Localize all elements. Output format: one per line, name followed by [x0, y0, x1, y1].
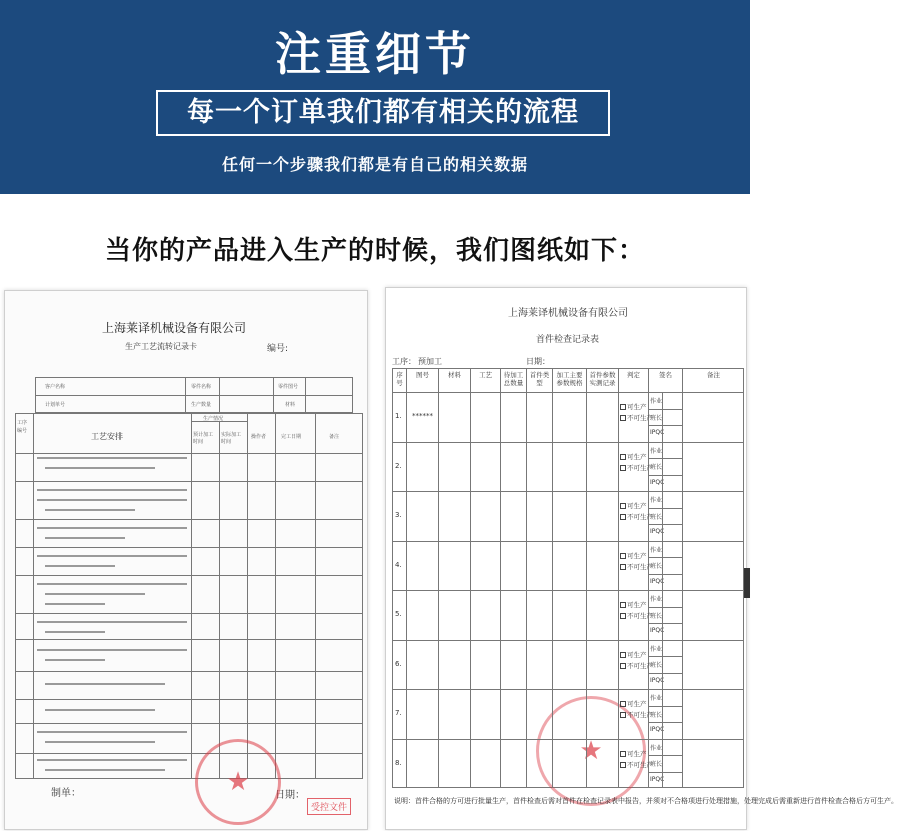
column-divider [586, 368, 587, 788]
judge-option-label: 不可生产 [627, 760, 653, 769]
divider [219, 421, 220, 779]
process-value: 预加工 [418, 357, 442, 366]
sign-divider [648, 425, 682, 426]
divider [15, 671, 363, 672]
sign-divider [648, 557, 682, 558]
sign-role-label: 班长 [650, 612, 663, 620]
sign-role-label: IPQC [650, 676, 665, 684]
operator-header: 操作者 [251, 434, 267, 440]
sign-divider [648, 508, 682, 509]
sign-column-divider [662, 491, 663, 541]
checkbox-icon[interactable] [620, 415, 626, 421]
step-text-line [37, 457, 187, 459]
judge-option-label: 可生产 [627, 601, 647, 609]
sign-divider [648, 458, 682, 459]
judge-option[interactable] [620, 501, 647, 510]
judge-option[interactable] [620, 463, 653, 472]
divider [15, 481, 363, 482]
divider [15, 519, 363, 520]
sign-role-label: 班长 [650, 414, 663, 422]
judge-option-label: 可生产 [627, 650, 647, 659]
step-text-line [45, 565, 115, 567]
divider [15, 453, 363, 454]
checkbox-icon[interactable] [620, 564, 626, 570]
company-seal [195, 739, 281, 825]
divider [273, 377, 274, 413]
sign-divider [648, 574, 682, 575]
divider [15, 723, 363, 724]
row-divider [392, 739, 744, 740]
divider [15, 639, 363, 640]
sign-divider [648, 409, 682, 410]
divider [305, 377, 306, 413]
sign-role-label: IPQC [650, 627, 665, 634]
judge-option-label: 不可生产 [627, 463, 653, 472]
judge-option[interactable] [620, 611, 653, 620]
judge-option[interactable] [620, 402, 647, 411]
step-text-line [37, 759, 187, 761]
divider [15, 613, 363, 614]
step-text-line [45, 683, 165, 685]
step-text-line [37, 649, 187, 651]
column-divider [438, 368, 439, 788]
production-status-header: 生产情况 [203, 416, 224, 422]
judge-option[interactable] [620, 760, 653, 769]
judge-option[interactable] [620, 749, 647, 758]
sign-divider [648, 623, 682, 624]
divider [15, 699, 363, 700]
sign-role-label: 作业 [650, 546, 663, 554]
sign-divider [648, 722, 682, 723]
plan-no-label: 计划单号 [45, 402, 66, 408]
right-company-name: 上海莱译机械设备有限公司 [508, 308, 628, 319]
divider [219, 377, 220, 413]
inspection-header-cell: 材料 [448, 371, 461, 379]
inspection-row-number: 8. [395, 758, 402, 767]
inspection-header-cell: 工艺 [479, 371, 492, 379]
sign-divider [648, 772, 682, 773]
checkbox-icon[interactable] [620, 613, 626, 619]
inspection-row-number: 3. [395, 511, 402, 519]
sign-role-label: 作业 [650, 398, 663, 405]
sign-column-divider [662, 442, 663, 492]
banner-boxed-text: 每一个订单我们都有相关的流程 [156, 90, 610, 136]
planned-time-header: 预计加工时间 [193, 432, 214, 445]
judge-option[interactable] [620, 699, 647, 708]
sign-divider [648, 607, 682, 608]
inspection-header-cell: 备注 [707, 371, 720, 379]
sign-role-label: 班长 [650, 662, 663, 669]
checkbox-icon[interactable] [620, 712, 626, 718]
row-divider [392, 590, 744, 591]
step-text-line [45, 537, 125, 539]
column-divider [526, 368, 527, 788]
inspection-row-number: 5. [395, 610, 402, 618]
banner-subtitle: 任何一个步骤我们都是有自己的相关数据 [221, 155, 528, 174]
date-label-right: 日期： [526, 357, 550, 366]
step-text-line [37, 489, 187, 491]
sign-divider [648, 673, 682, 674]
inspection-header-cell: 加工主要参数规格 [556, 371, 583, 387]
section-headline: 当你的产品进入生产的时候，我们图纸如下： [104, 236, 645, 266]
judge-option[interactable] [620, 661, 653, 670]
judge-option[interactable] [620, 600, 647, 609]
sign-role-label: 班长 [650, 761, 663, 768]
banner-title: 注重细节 [275, 27, 475, 81]
sign-role-label: 作业 [650, 497, 663, 504]
checkbox-icon[interactable] [620, 663, 626, 669]
judge-option[interactable] [620, 512, 653, 521]
divider [315, 413, 316, 779]
column-divider [648, 368, 649, 788]
sign-role-label: IPQC [650, 577, 665, 585]
date-label: 日期： [275, 790, 305, 801]
judge-option[interactable] [620, 562, 653, 571]
step-text-line [37, 555, 187, 557]
divider [191, 413, 192, 779]
row-divider [392, 640, 744, 641]
divider [15, 575, 363, 576]
sign-column-divider [662, 640, 663, 690]
step-text-line [45, 709, 155, 711]
step-text-line [37, 527, 187, 529]
sign-role-label: 班长 [650, 563, 663, 570]
judge-option[interactable] [620, 413, 653, 422]
inspection-note: 说明：首件合格的方可进行批量生产，首件检查后需对首件在检查记录表中报告，并须对不合格项进行处理措施，处理完成后需重新进行首件检查合格后方可生产。 [394, 797, 898, 805]
column-divider [618, 368, 619, 788]
step-text-line [45, 631, 105, 633]
checkbox-icon[interactable] [620, 652, 626, 658]
checkbox-icon[interactable] [620, 701, 626, 707]
checkbox-icon[interactable] [620, 454, 626, 460]
row-divider [392, 689, 744, 690]
sign-column-divider [662, 590, 663, 640]
row-divider [392, 442, 744, 443]
inspection-row-number: 2. [395, 461, 402, 470]
sign-column-divider [662, 689, 663, 739]
judge-option-label: 可生产 [627, 502, 647, 510]
part-name-label: 零件名称 [191, 384, 212, 390]
judge-option-label: 不可生产 [627, 661, 653, 670]
finish-date-header: 完工日期 [281, 434, 302, 440]
step-text-line [45, 593, 145, 595]
sign-role-label: 作业 [650, 645, 663, 653]
judge-option-label: 不可生产 [627, 562, 653, 571]
divider [185, 377, 186, 413]
sign-role-label: IPQC [650, 726, 665, 733]
divider [275, 413, 276, 779]
column-divider [682, 368, 683, 788]
sign-role-label: 班长 [650, 711, 663, 719]
judge-option-label: 不可生产 [627, 711, 653, 719]
sign-role-label: IPQC [650, 528, 665, 535]
inspection-row-number: 6. [395, 659, 402, 668]
process-flow-card-document [4, 290, 368, 830]
process-label: 工序： [392, 357, 416, 366]
step-text-line [37, 621, 187, 623]
checkbox-icon[interactable] [620, 762, 626, 768]
divider [15, 753, 363, 754]
row-divider [392, 541, 744, 542]
left-form-title: 生产工艺流转记录卡 [125, 342, 197, 351]
material-label: 材料 [285, 402, 296, 408]
maker-label: 制单： [51, 788, 81, 799]
checkbox-icon[interactable] [620, 404, 626, 410]
sign-role-label: IPQC [650, 478, 665, 486]
judge-option-label: 可生产 [627, 749, 647, 758]
checkbox-icon[interactable] [620, 751, 626, 757]
left-number-label: 编号: [267, 344, 289, 354]
first-article-inspection-document [385, 287, 898, 830]
controlled-document-stamp: 受控文件 [307, 798, 351, 815]
sign-column-divider [662, 739, 663, 789]
right-form-title: 首件检查记录表 [536, 335, 600, 345]
process-header: 工艺安排 [91, 432, 123, 441]
judge-option[interactable] [620, 650, 647, 659]
customer-label: 客户名称 [45, 384, 66, 390]
checkbox-icon[interactable] [620, 503, 626, 509]
judge-option-label: 可生产 [627, 551, 647, 560]
part-drawing-label: 零件图号 [278, 384, 299, 390]
judge-option-label: 不可生产 [627, 513, 653, 521]
step-no-header: 工序编号 [17, 420, 28, 434]
scroll-tab[interactable] [744, 568, 750, 598]
inspection-header-cell: 判定 [627, 371, 640, 379]
sign-role-label: 作业 [650, 695, 663, 702]
checkbox-icon[interactable] [620, 602, 626, 608]
sign-divider [648, 656, 682, 657]
step-text-line [45, 769, 165, 771]
drawing-number-value: ****** [412, 412, 433, 420]
inspection-header-cell: 签名 [659, 371, 672, 379]
judge-option[interactable] [620, 551, 647, 560]
inspection-row-number: 1. [395, 412, 402, 420]
checkbox-icon[interactable] [620, 465, 626, 471]
actual-time-header: 实际加工时间 [221, 432, 242, 445]
inspection-header-cell: 序号 [396, 371, 403, 387]
sign-role-label: IPQC [650, 775, 665, 783]
step-text-line [45, 659, 105, 661]
column-divider [406, 368, 407, 788]
header-divider [392, 392, 744, 393]
sign-divider [648, 524, 682, 525]
step-text-line [45, 603, 105, 605]
inspection-header-cell: 首件参数实测记录 [589, 371, 616, 387]
left-company-name: 上海莱译机械设备有限公司 [102, 321, 247, 335]
sign-role-label: IPQC [650, 429, 665, 436]
divider [33, 413, 34, 779]
column-divider [470, 368, 471, 788]
sign-role-label: 作业 [650, 596, 663, 603]
row-divider [392, 491, 744, 492]
sign-column-divider [662, 541, 663, 591]
step-text-line [37, 583, 187, 585]
remarks-header: 备注 [329, 434, 340, 440]
checkbox-icon[interactable] [620, 514, 626, 520]
star-icon: ★ [579, 736, 603, 766]
inspection-row-number: 7. [395, 709, 402, 717]
inspection-header-cell: 首件类型 [529, 371, 550, 387]
sign-column-divider [662, 392, 663, 442]
sign-divider [648, 706, 682, 707]
sign-role-label: 班长 [650, 513, 663, 521]
inspection-header-cell: 图号 [416, 371, 429, 379]
judge-option-label: 可生产 [627, 452, 647, 461]
divider [247, 413, 248, 779]
judge-option-label: 不可生产 [627, 414, 653, 422]
judge-option[interactable] [620, 710, 653, 719]
sign-divider [648, 755, 682, 756]
step-text-line [45, 509, 135, 511]
sign-role-label: 作业 [650, 744, 663, 752]
column-divider [500, 368, 501, 788]
judge-option-label: 不可生产 [627, 612, 653, 620]
inspection-row-number: 4. [395, 560, 402, 569]
step-text-line [37, 731, 187, 733]
step-text-line [45, 467, 155, 469]
judge-option[interactable] [620, 452, 647, 461]
header-banner [0, 0, 750, 194]
step-text-line [37, 499, 187, 501]
qty-label: 生产数量 [191, 402, 212, 408]
divider [15, 547, 363, 548]
sign-role-label: 作业 [650, 447, 663, 455]
step-text-line [45, 741, 155, 743]
checkbox-icon[interactable] [620, 553, 626, 559]
star-icon: ★ [226, 767, 250, 797]
judge-option-label: 可生产 [627, 403, 647, 411]
sign-role-label: 班长 [650, 464, 663, 471]
inspection-header-cell: 待加工总数量 [503, 371, 524, 387]
column-divider [552, 368, 553, 788]
sign-divider [648, 475, 682, 476]
judge-option-label: 可生产 [627, 700, 647, 708]
